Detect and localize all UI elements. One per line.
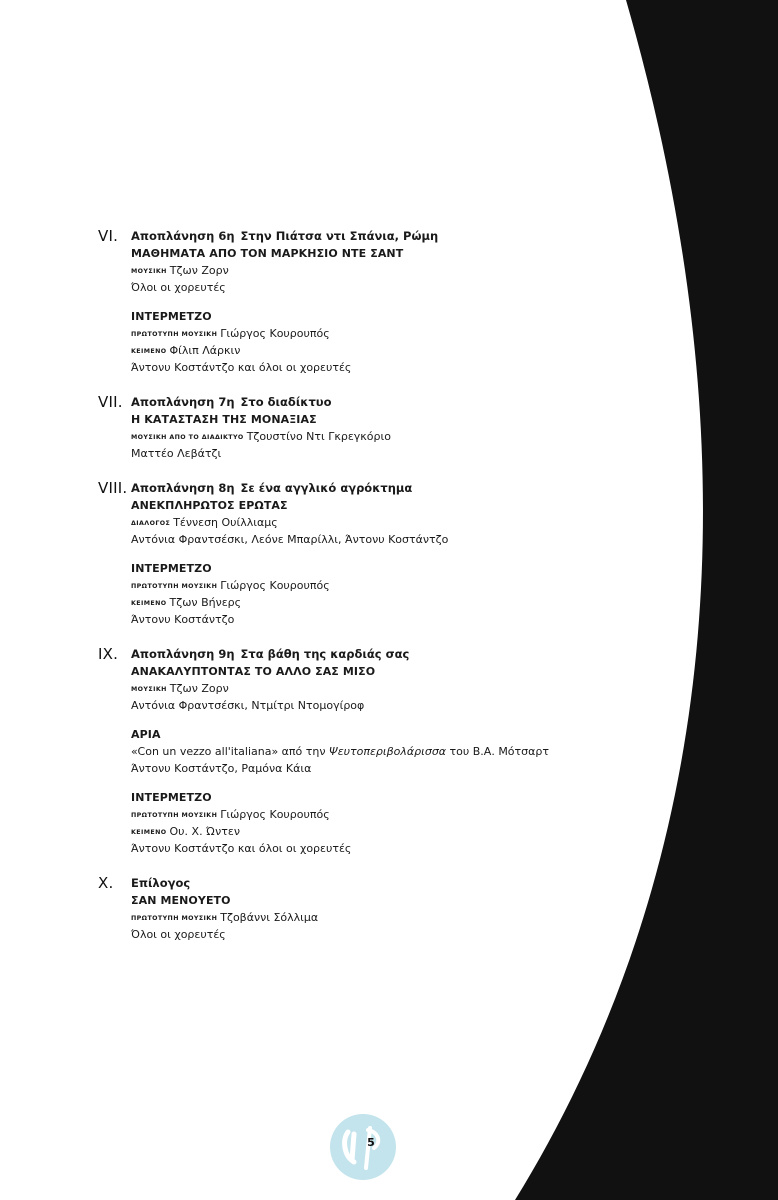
section-number: IX. xyxy=(98,645,119,663)
section-title xyxy=(131,479,658,497)
section-title xyxy=(131,874,658,892)
credit-name: Ου. Χ. Ώντεν xyxy=(169,825,241,838)
performers-line: Όλοι οι χορευτές xyxy=(131,281,226,294)
item-heading: ΙΝΤΕΡΜΕΤΖΟ xyxy=(131,791,212,804)
performers-line: Άντονυ Κοστάντζο και όλοι οι χορευτές xyxy=(131,361,352,374)
program-list xyxy=(98,227,658,960)
credit-name: Τζων Ζορν xyxy=(169,264,229,277)
digression-label: Επίλογος xyxy=(131,876,191,890)
program-item xyxy=(131,789,658,857)
credit-role: ΜΟΥΣΙΚΗ ΑΠΟ ΤΟ ΔΙΑΔΙΚΤΥΟ xyxy=(131,434,244,441)
credit-name: Φίλιπ Λάρκιν xyxy=(169,344,241,357)
credit-line xyxy=(131,428,658,445)
program-section xyxy=(98,874,658,943)
digression-label: Αποπλάνηση 8η xyxy=(131,481,235,495)
section-number: VI. xyxy=(98,227,119,245)
aria-work-title: Ψευτοπεριβολάρισσα xyxy=(329,745,447,758)
aria-work-line xyxy=(131,743,658,760)
credit-role: ΠΡΩΤΟΤΥΠΗ ΜΟΥΣΙΚΗ xyxy=(131,812,218,819)
credit-line xyxy=(131,325,658,342)
program-item xyxy=(131,245,658,296)
section-number: VIII. xyxy=(98,479,128,497)
credit-name: Τζων Ζορν xyxy=(169,682,229,695)
credit-role: ΚΕΙΜΕΝΟ xyxy=(131,829,167,836)
credit-name: Γιώργος Κουρουπός xyxy=(220,579,330,592)
performers-line: Αντόνια Φραντσέσκι, Ντμίτρι Ντομογίροφ xyxy=(131,699,365,712)
credit-name: Γιώργος Κουρουπός xyxy=(220,808,330,821)
credit-line xyxy=(131,342,658,359)
credit-name: Τζουστίνο Ντι Γκρεγκόριο xyxy=(246,430,391,443)
item-heading: ΙΝΤΕΡΜΕΤΖΟ xyxy=(131,310,212,323)
program-section xyxy=(98,393,658,462)
program-item xyxy=(131,497,658,548)
program-item xyxy=(131,663,658,714)
festival-logo-icon xyxy=(328,1112,398,1182)
credit-line xyxy=(131,514,658,531)
location-label: Στα βάθη της καρδιάς σας xyxy=(240,647,410,661)
performers-line: Όλοι οι χορευτές xyxy=(131,928,226,941)
program-section xyxy=(98,227,658,376)
performers-line: Αντόνια Φραντσέσκι, Λεόνε Μπαρίλλι, Άντονυ Κοστάντζο xyxy=(131,533,449,546)
item-heading: ΑΝΕΚΠΛΗΡΩΤΟΣ ΕΡΩΤΑΣ xyxy=(131,499,288,512)
program-item xyxy=(131,892,658,943)
credit-line xyxy=(131,594,658,611)
section-title xyxy=(131,393,658,411)
credit-line xyxy=(131,806,658,823)
digression-label: Αποπλάνηση 9η xyxy=(131,647,235,661)
digression-label: Αποπλάνηση 7η xyxy=(131,395,235,409)
credit-name: Τζοβάννι Σόλλιμα xyxy=(220,911,319,924)
aria-work-suffix: του Β.Α. Μότσαρτ xyxy=(446,745,549,758)
credit-name: Τέννεση Ουίλλιαμς xyxy=(173,516,278,529)
credit-role: ΔΙΑΛΟΓΟΣ xyxy=(131,520,171,527)
performers-line: Άντονυ Κοστάντζο xyxy=(131,613,235,626)
performers-line: Ματτέο Λεβάτζι xyxy=(131,447,222,460)
program-section xyxy=(98,479,658,628)
credit-role: ΠΡΩΤΟΤΥΠΗ ΜΟΥΣΙΚΗ xyxy=(131,331,218,338)
credit-line xyxy=(131,262,658,279)
section-number: X. xyxy=(98,874,114,892)
location-label: Σε ένα αγγλικό αγρόκτημα xyxy=(240,481,413,495)
item-heading: ΣΑΝ ΜΕΝΟΥΕΤΟ xyxy=(131,894,231,907)
performers-line: Άντονυ Κοστάντζο, Ραμόνα Κάια xyxy=(131,762,312,775)
section-title xyxy=(131,227,658,245)
credit-role: ΚΕΙΜΕΝΟ xyxy=(131,600,167,607)
digression-label: Αποπλάνηση 6η xyxy=(131,229,235,243)
program-item xyxy=(131,411,658,462)
section-number: VII. xyxy=(98,393,123,411)
program-section xyxy=(98,645,658,857)
section-title xyxy=(131,645,658,663)
aria-work-prefix: «Con un vezzo all'italiana» από την xyxy=(131,745,330,758)
credit-role: ΚΕΙΜΕΝΟ xyxy=(131,348,167,355)
program-item xyxy=(131,726,658,777)
item-heading: Η ΚΑΤΑΣΤΑΣΗ ΤΗΣ ΜΟΝΑΞΙΑΣ xyxy=(131,413,317,426)
location-label: Στο διαδίκτυο xyxy=(240,395,332,409)
credit-role: ΜΟΥΣΙΚΗ xyxy=(131,686,167,693)
program-item xyxy=(131,560,658,628)
performers-line: Άντονυ Κοστάντζο και όλοι οι χορευτές xyxy=(131,842,352,855)
item-heading: ΜΑΘΗΜΑΤΑ ΑΠΟ ΤΟΝ ΜΑΡΚΗΣΙΟ ΝΤΕ ΣΑΝΤ xyxy=(131,247,404,260)
item-heading: ΙΝΤΕΡΜΕΤΖΟ xyxy=(131,562,212,575)
credit-line xyxy=(131,909,658,926)
page-number: 5 xyxy=(367,1136,375,1149)
credit-role: ΠΡΩΤΟΤΥΠΗ ΜΟΥΣΙΚΗ xyxy=(131,583,218,590)
credit-line xyxy=(131,577,658,594)
credit-name: Γιώργος Κουρουπός xyxy=(220,327,330,340)
location-label: Στην Πιάτσα ντι Σπάνια, Ρώμη xyxy=(240,229,439,243)
credit-name: Τζων Βήνερς xyxy=(169,596,242,609)
credit-line xyxy=(131,680,658,697)
credit-line xyxy=(131,823,658,840)
item-heading: ΑΝΑΚΑΛΥΠΤΟΝΤΑΣ ΤΟ ΑΛΛΟ ΣΑΣ ΜΙΣΟ xyxy=(131,665,376,678)
credit-role: ΠΡΩΤΟΤΥΠΗ ΜΟΥΣΙΚΗ xyxy=(131,915,218,922)
item-heading: ΑΡΙΑ xyxy=(131,728,161,741)
credit-role: ΜΟΥΣΙΚΗ xyxy=(131,268,167,275)
program-item xyxy=(131,308,658,376)
